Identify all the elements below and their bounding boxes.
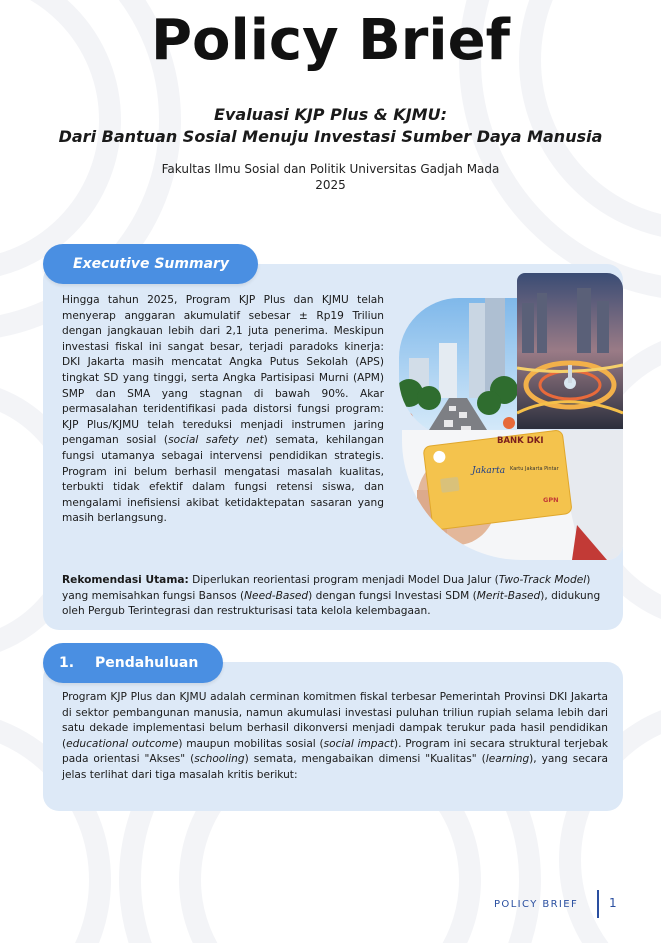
- subtitle: [0, 104, 661, 148]
- bank-dki-logo: BANK DKI: [497, 436, 544, 446]
- intro-text-part: ) maupun mobilitas sosial (: [178, 737, 324, 750]
- section-heading-label: Pendahuluan: [95, 655, 199, 671]
- intro-text-part: Program KJP Plus dan KJMU adalah cerminan komitmen fiskal terbesar Pemerintah Provinsi DKI Jakarta di sektor pembangunan manusia, namun akumulasi investasi puluhan triliun rupiah selama lebih dari satu dekade implementasi belum berhasil dikonversi menjadi dampak terukur pada hasil pendidikan (: [62, 691, 608, 750]
- executive-summary-text: [62, 293, 384, 527]
- exec-text-part: Hingga tahun 2025, Program KJP Plus dan KJMU telah menyerap anggaran akumulatif sebesar ± Rp19 Triliun dengan jangkauan lebih dari 2,1 juta penerima. Meskipun investasi fiskal ini sangat besar, terjadi paradoks kinerja: DKI Jakarta masih mencatat Angka Putus Sekolah (APS) tingkat SD yang tinggi, serta Angka Partisipasi Murni (APM) SMP dan SMA yang stagnan di bawah 90%. Akar permasalahan teridentifikasi pada distorsi fungsi program: KJP Plus/KJMU telah tereduksi menjadi instrumen jaring pengaman sosial (: [62, 294, 384, 447]
- roundabout-night-photo: [517, 273, 623, 429]
- roundabout-illustration: [517, 273, 623, 429]
- intro-text-part: ) semata, mengabaikan dimensi "Kualitas" (: [244, 753, 486, 766]
- card-subtitle: Kartu Jakarta Pintar: [510, 466, 559, 472]
- footer-label: POLICY BRIEF: [494, 899, 579, 910]
- faculty-name: Fakultas Ilmu Sosial dan Politik Universitas Gadjah Mada: [161, 162, 500, 176]
- city-street-illustration: [399, 298, 517, 438]
- intro-italic: social impact: [323, 737, 394, 750]
- intro-text-part: ). Program ini secara struktural terjebak pada orientasi "Akses" (: [62, 737, 608, 766]
- reco-italic: Merit-Based: [476, 589, 541, 602]
- reco-part: ) dengan fungsi Investasi SDM (: [308, 589, 477, 602]
- executive-summary-heading-label: Executive Summary: [73, 256, 230, 272]
- intro-italic: schooling: [194, 753, 245, 766]
- footer-divider: [597, 890, 599, 918]
- executive-summary-heading: [43, 244, 258, 284]
- subtitle-line-2: Dari Bantuan Sosial Menuju Investasi Sumber Daya Manusia: [58, 127, 603, 146]
- exec-text-italic: social safety net: [168, 434, 264, 447]
- author-block: [0, 161, 661, 193]
- recommendation-label: Rekomendasi Utama:: [62, 574, 189, 586]
- gpn-mark: GPN: [543, 496, 559, 504]
- subtitle-line-1: Evaluasi KJP Plus & KJMU:: [214, 105, 447, 124]
- reco-part: ), didukung oleh Pergub Terintegrasi dan restrukturisasi tata kelola kelembagaan.: [62, 589, 601, 618]
- city-street-photo: [399, 298, 517, 438]
- publication-year: 2025: [315, 178, 346, 192]
- reco-italic: Two-Track Model: [498, 574, 587, 586]
- introduction-text: [62, 690, 608, 784]
- card-brand: Jakarta: [472, 466, 506, 476]
- reco-part: ) yang memisahkan fungsi Bansos (: [62, 574, 591, 602]
- page-title: Policy Brief: [151, 8, 510, 73]
- intro-italic: educational outcome: [66, 737, 179, 750]
- intro-italic: learning: [485, 753, 530, 766]
- exec-text-part: ) semata, kehilangan fungsi utamanya sebagai intervensi pendidikan strategis. Program ini belum berhasil mengatasi masalah kualitas, terbukti tidak efektif dalam fungsi retensi siswa, dan mengalami inefisiensi akibat ketidaktepatan sasaran yang masih berlangsung.: [62, 434, 385, 525]
- reco-part: Diperlukan reorientasi program menjadi Model Dua Jalur (: [188, 574, 499, 586]
- intro-text-part: ), yang secara jelas terlihat dari tiga masalah kritis berikut:: [62, 753, 608, 781]
- introduction-heading: [43, 643, 223, 683]
- page-number: 1: [609, 896, 617, 910]
- main-recommendation: [62, 573, 608, 620]
- section-number: 1.: [59, 655, 75, 671]
- reco-italic: Need-Based: [244, 589, 309, 602]
